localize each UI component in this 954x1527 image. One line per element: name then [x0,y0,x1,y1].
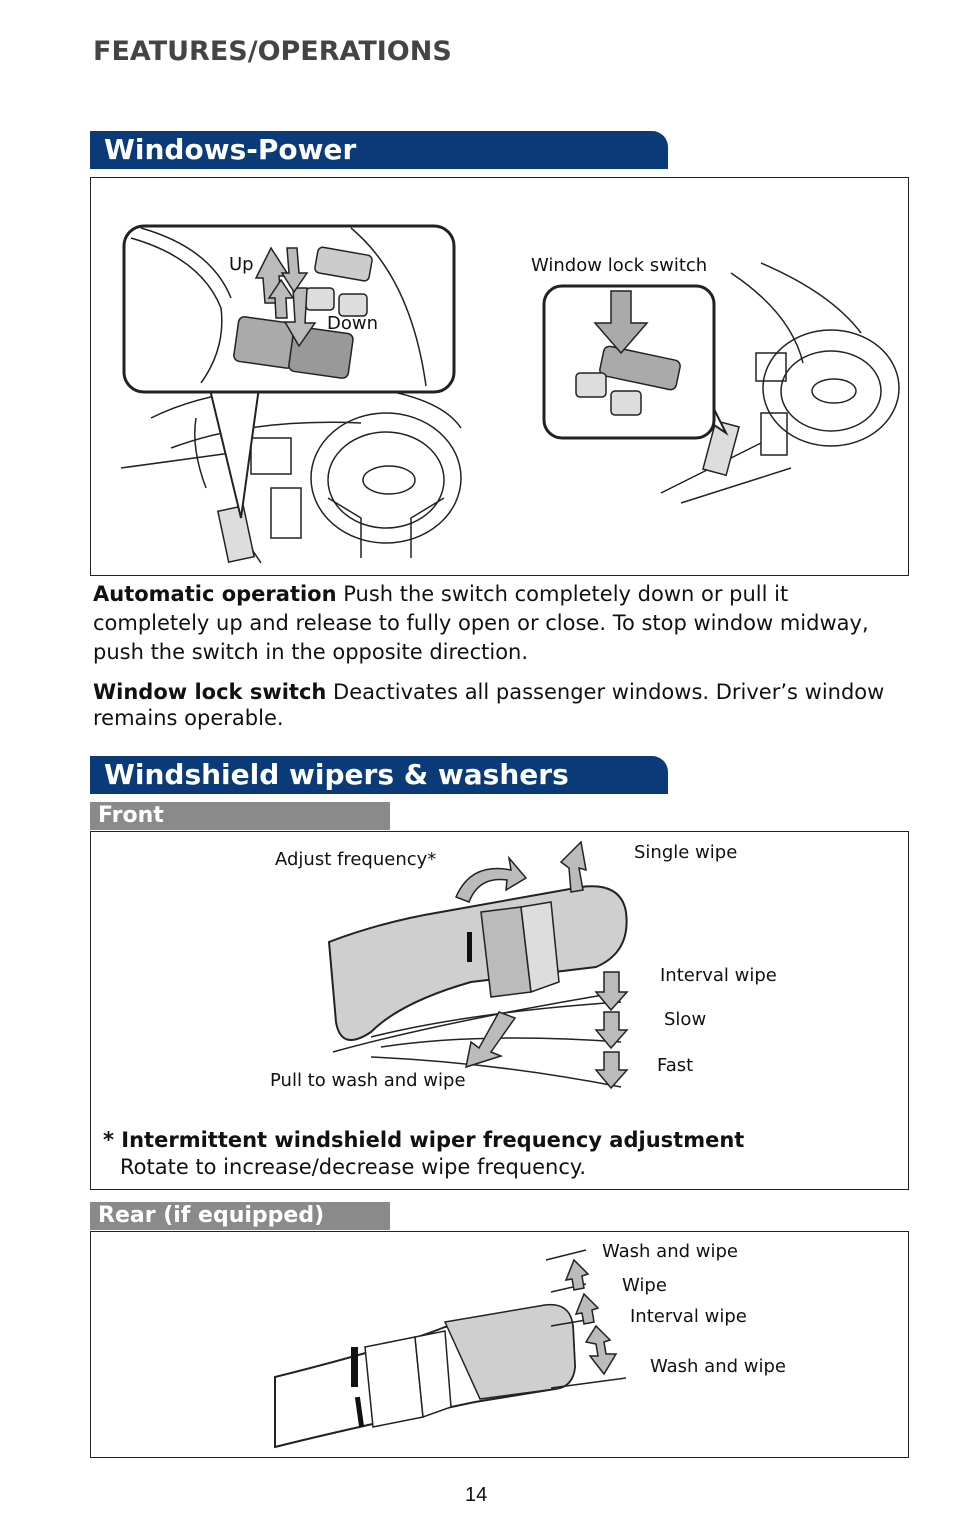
frequency-note-text: Rotate to increase/decrease wipe frequency. [120,1155,587,1179]
down-label: Down [327,313,379,334]
automatic-operation-heading: Automatic operation [93,582,337,606]
rear-wash-wipe-top-label: Wash and wipe [602,1241,738,1262]
window-lock-text [93,679,903,731]
page-number: 14 [465,1484,488,1506]
driver-door-switch-illustration [111,218,471,568]
fast-label: Fast [657,1055,694,1076]
window-lock-switch-label: Window lock switch [531,255,708,276]
rear-interval-wipe-label: Interval wipe [630,1306,747,1327]
slow-label: Slow [664,1009,707,1030]
windows-power-title: Windows-Power [90,131,668,169]
window-lock-heading: Window lock switch [93,680,327,704]
automatic-operation-text [93,580,903,667]
window-lock-body: Deactivates all passenger windows. Driver’s window remains operable. [93,680,885,730]
windows-illustration-frame [90,177,909,576]
front-interval-wipe-label: Interval wipe [660,965,777,986]
rear-wipe-label: Wipe [622,1275,667,1296]
rear-wiper-frame [90,1231,909,1458]
section-header: FEATURES/OPERATIONS [93,36,452,67]
pull-to-wash-label: Pull to wash and wipe [270,1070,466,1091]
rear-wash-wipe-bottom-label: Wash and wipe [650,1356,786,1377]
single-wipe-label: Single wipe [634,842,738,863]
front-wiper-frame [90,831,909,1190]
front-wiper-lever-illustration [321,842,661,1092]
frequency-note-heading: * Intermittent windshield wiper frequency adjustment [103,1128,745,1152]
adjust-frequency-label: Adjust frequency* [275,849,437,870]
rear-arrows [546,1242,636,1392]
automatic-operation-body: Push the switch completely down or pull it completely up and release to fully open or close. To stop window midway, push the switch in the opposite direction. [93,582,869,664]
rear-subtitle: Rear (if equipped) [90,1202,390,1230]
up-label: Up [229,254,254,275]
window-lock-illustration [531,253,901,503]
windshield-wipers-title: Windshield wipers & washers [90,756,668,794]
front-subtitle: Front [90,802,390,830]
